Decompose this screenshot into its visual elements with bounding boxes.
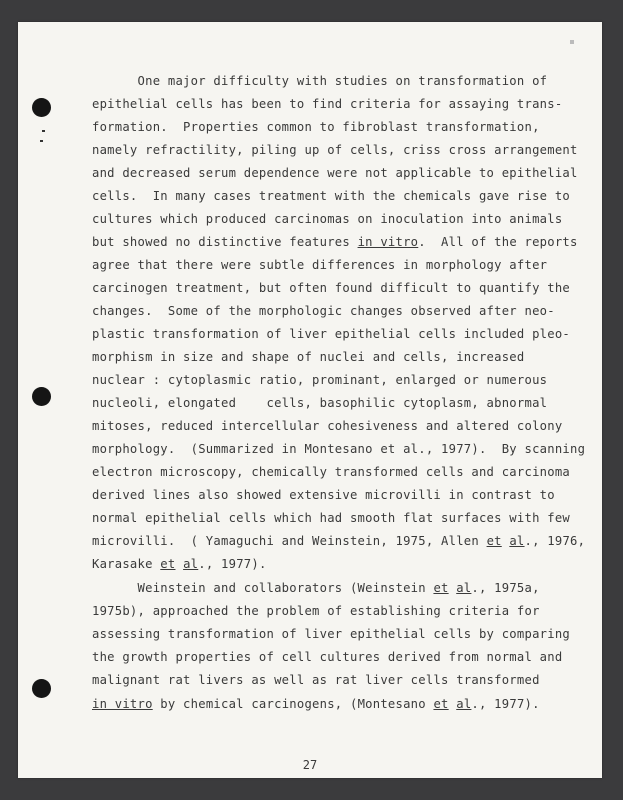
text-line <box>92 534 585 548</box>
text-run: mitoses, reduced intercellular cohesiveness and altered colony <box>92 419 563 433</box>
text-run: morphology. (Summarized in Montesano et al., 1977). By scanning <box>92 442 586 456</box>
underlined-text: in vitro <box>357 235 419 249</box>
text-line <box>92 697 540 711</box>
text-run: ., 1975a, <box>471 581 540 595</box>
text-run: and decreased serum dependence were not applicable to epithelial <box>92 166 578 180</box>
text-run: but showed no distinctive features <box>92 235 358 249</box>
text-line <box>92 465 570 479</box>
text-run: normal epithelial cells which had smooth flat surfaces with few <box>92 511 571 525</box>
text-run: derived lines also showed extensive microvilli in contrast to <box>92 488 555 502</box>
text-run: malignant rat livers as well as rat liver cells transformed <box>92 673 540 687</box>
text-run: . All of the reports <box>418 235 578 249</box>
text-line <box>92 212 562 226</box>
text-run: epithelial cells has been to find criteria for assaying trans- <box>92 97 563 111</box>
text-line <box>92 350 525 364</box>
text-run: 1975b), approached the problem of establishing criteria for <box>92 604 540 618</box>
text-run: nucleoli, elongated cells, basophilic cytoplasm, abnormal <box>92 396 548 410</box>
text-run: Karasake <box>92 557 161 571</box>
text-run: changes. Some of the morphologic changes observed after neo- <box>92 304 555 318</box>
text-run: ., 1976, <box>524 534 586 548</box>
body-text <box>18 22 602 778</box>
underlined-text: et <box>160 557 176 571</box>
text-run: microvilli. ( Yamaguchi and Weinstein, 1975, Allen <box>92 534 487 548</box>
underlined-text: al <box>456 581 472 595</box>
text-line <box>92 419 562 433</box>
text-run: by chemical carcinogens, (Montesano <box>152 697 434 711</box>
text-run: plastic transformation of liver epithelial cells included pleo- <box>92 327 571 341</box>
text-line <box>92 120 540 134</box>
text-line <box>92 166 578 180</box>
text-line <box>92 673 540 687</box>
text-line <box>92 488 555 502</box>
text-line <box>92 627 570 641</box>
text-line <box>92 557 267 571</box>
text-line <box>92 281 570 295</box>
text-run: agree that there were subtle differences in morphology after <box>92 258 548 272</box>
text-line <box>92 97 562 111</box>
text-run: electron microscopy, chemically transformed cells and carcinoma <box>92 465 571 479</box>
text-line <box>92 189 570 203</box>
underlined-text: et <box>486 534 502 548</box>
text-line <box>92 235 578 249</box>
text-line <box>92 304 555 318</box>
text-run: morphism in size and shape of nuclei and cells, increased <box>92 350 525 364</box>
document-page <box>18 22 602 778</box>
text-line <box>92 74 547 88</box>
text-line <box>92 143 578 157</box>
text-run: namely refractility, piling up of cells, criss cross arrangement <box>92 143 578 157</box>
underlined-text: al <box>509 534 525 548</box>
text-line <box>92 650 562 664</box>
text-line <box>92 258 547 272</box>
text-line <box>92 396 547 410</box>
text-line <box>92 442 585 456</box>
underlined-text: et <box>433 697 449 711</box>
text-line <box>92 373 547 387</box>
underlined-text: al <box>183 557 199 571</box>
text-run: Weinstein and collaborators (Weinstein <box>92 581 434 595</box>
text-run: assessing transformation of liver epithelial cells by comparing <box>92 627 571 641</box>
text-line <box>92 327 570 341</box>
text-run: carcinogen treatment, but often found difficult to quantify the <box>92 281 571 295</box>
page-number: 27 <box>302 758 318 772</box>
text-run: formation. Properties common to fibroblast transformation, <box>92 120 540 134</box>
underlined-text: al <box>456 697 472 711</box>
text-run: ., 1977). <box>198 557 267 571</box>
text-run: ., 1977). <box>471 697 540 711</box>
text-run: the growth properties of cell cultures derived from normal and <box>92 650 563 664</box>
text-run: cells. In many cases treatment with the chemicals gave rise to <box>92 189 571 203</box>
underlined-text: et <box>433 581 449 595</box>
text-line <box>92 604 540 618</box>
text-run: cultures which produced carcinomas on inoculation into animals <box>92 212 563 226</box>
text-run: One major difficulty with studies on transformation of <box>92 74 548 88</box>
text-line <box>92 511 570 525</box>
text-run <box>175 557 183 571</box>
underlined-text: in vitro <box>92 697 153 711</box>
text-line <box>92 581 540 595</box>
text-run: nuclear : cytoplasmic ratio, prominant, enlarged or numerous <box>92 373 548 387</box>
